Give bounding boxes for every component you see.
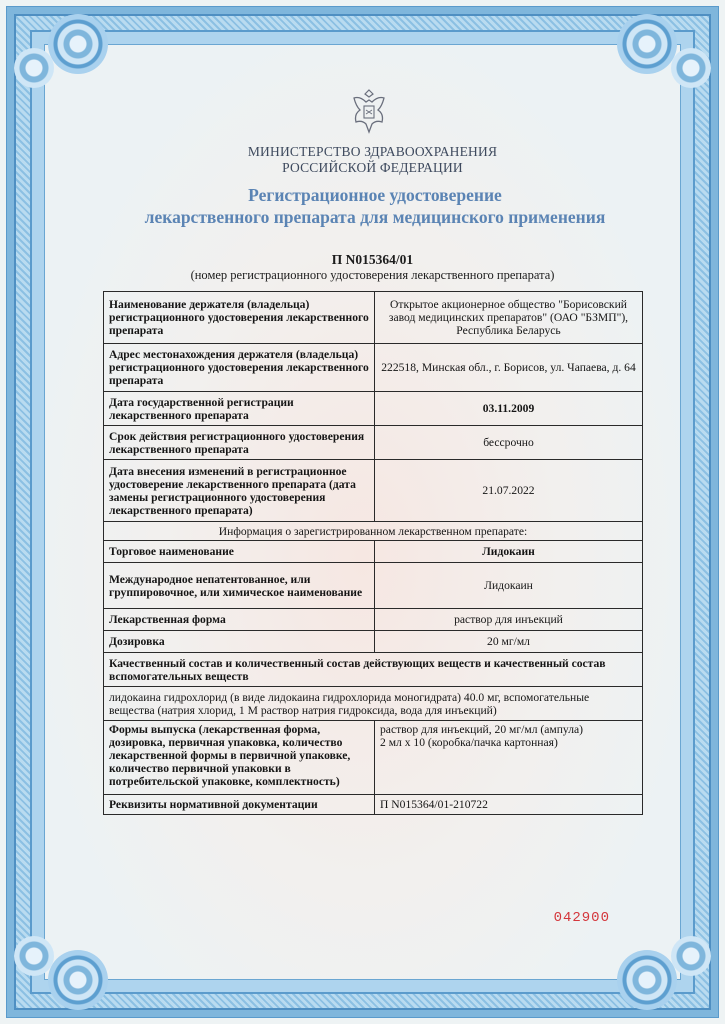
registration-date-value: 03.11.2009 — [375, 392, 643, 426]
trade-name-value: Лидокаин — [375, 541, 643, 563]
table-row — [104, 687, 643, 721]
corner-rosette-icon — [48, 950, 108, 1010]
registration-details-table — [103, 291, 643, 815]
corner-rosette-icon — [14, 48, 54, 88]
title-line: Регистрационное удостоверение — [248, 185, 502, 205]
changes-date-value: 21.07.2022 — [375, 460, 643, 522]
table-row — [104, 292, 643, 344]
address-label: Адрес местонахождения держателя (владельца) регистрационного удостоверения лекарственного препарата — [104, 344, 375, 392]
validity-label: Срок действия регистрационного удостоверения лекарственного препарата — [104, 426, 375, 460]
table-row — [104, 563, 643, 609]
corner-rosette-icon — [48, 14, 108, 74]
registration-date-label: Дата государственной регистрации лекарственного препарата — [104, 392, 375, 426]
inn-label: Международное непатентованное, или группировочное, или химическое наименование — [104, 563, 375, 609]
release-forms-label: Формы выпуска (лекарственная форма, дозировка, первичная упаковка, количество лекарственной формы в первичной упаковке, количество первичной упаковки в потребительской упаковке, комплектность) — [104, 721, 375, 795]
dosage-value: 20 мг/мл — [375, 631, 643, 653]
corner-rosette-icon — [617, 950, 677, 1010]
holder-value: Открытое акционерное общество "Борисовский завод медицинских препаратов" (ОАО "БЗМП"), Республика Беларусь — [375, 292, 643, 344]
corner-rosette-icon — [14, 936, 54, 976]
corner-rosette-icon — [617, 14, 677, 74]
table-row — [104, 541, 643, 563]
composition-label: Качественный состав и количественный состав действующих веществ и качественный состав вспомогательных веществ — [104, 653, 643, 687]
registration-number-caption: (номер регистрационного удостоверения лекарственного препарата) — [190, 268, 555, 282]
release-forms-line: раствор для инъекций, 20 мг/мл (ампула) — [380, 723, 584, 736]
normative-doc-label: Реквизиты нормативной документации — [104, 795, 375, 815]
dosage-form-value: раствор для инъекций — [375, 609, 643, 631]
inn-value: Лидокаин — [375, 563, 643, 609]
holder-label: Наименование держателя (владельца) регистрационного удостоверения лекарственного препарата — [104, 292, 375, 344]
dosage-label: Дозировка — [104, 631, 375, 653]
table-row — [104, 392, 643, 426]
dosage-form-label: Лекарственная форма — [104, 609, 375, 631]
normative-doc-value: П N015364/01-210722 — [375, 795, 643, 815]
coat-of-arms-icon — [348, 88, 390, 134]
form-serial-number: 042900 — [553, 910, 610, 926]
table-row — [104, 653, 643, 687]
table-row — [104, 344, 643, 392]
address-value: 222518, Минская обл., г. Борисов, ул. Чапаева, д. 64 — [375, 344, 643, 392]
changes-date-label: Дата внесения изменений в регистрационное удостоверение лекарственного препарата (дата замены регистрационного удостоверения лекарственного препарата) — [104, 460, 375, 522]
ministry-name — [200, 144, 545, 176]
table-row — [104, 609, 643, 631]
release-forms-line: 2 мл х 10 (коробка/пачка картонная) — [380, 736, 558, 749]
drug-info-header: Информация о зарегистрированном лекарственном препарате: — [104, 522, 643, 541]
ministry-line: РОССИЙСКОЙ ФЕДЕРАЦИИ — [282, 160, 463, 175]
table-row — [104, 721, 643, 795]
title-line: лекарственного препарата для медицинского применения — [144, 207, 606, 227]
table-row — [104, 631, 643, 653]
document-title — [100, 184, 650, 228]
release-forms-value — [375, 721, 643, 795]
corner-rosette-icon — [671, 48, 711, 88]
table-row — [104, 522, 643, 541]
trade-name-label: Торговое наименование — [104, 541, 375, 563]
corner-rosette-icon — [671, 936, 711, 976]
composition-value: лидокаина гидрохлорид (в виде лидокаина гидрохлорида моногидрата) 40.0 мг, вспомогательные вещества (натрия хлорид, 1 М раствор натрия гидроксида, вода для инъекций) — [104, 687, 643, 721]
ministry-line: МИНИСТЕРСТВО ЗДРАВООХРАНЕНИЯ — [247, 144, 498, 159]
table-row — [104, 426, 643, 460]
table-row — [104, 460, 643, 522]
validity-value: бессрочно — [375, 426, 643, 460]
registration-number: П N015364/01 — [331, 252, 414, 267]
table-row — [104, 795, 643, 815]
